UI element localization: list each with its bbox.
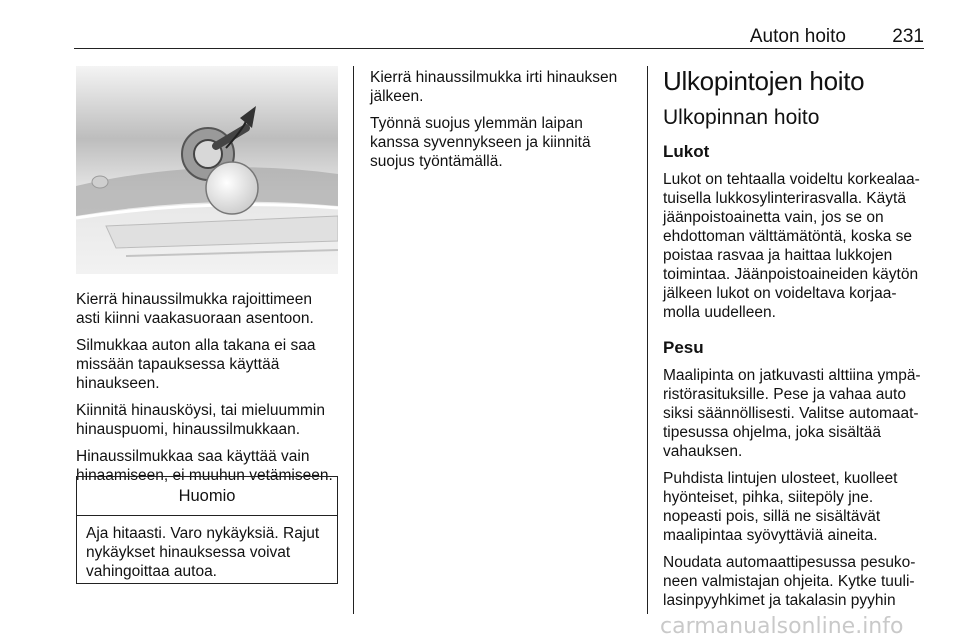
paragraph: Puhdista lintujen ulosteet, kuolleet hyönteiset, pihka, siitepöly jne. nopeasti pois, sillä ne sisältävät maalipintaa syövyttäviä aineita. [663,470,898,544]
notice-box [76,476,338,584]
paragraph: Hinaussilmukkaa saa käyttää vain hinaamiseen, ei muuhun vetämiseen. [76,448,333,484]
paragraph: Kierrä hinaussilmukka irti hinauksen jälkeen. [370,69,618,105]
notice-heading: Huomio [77,477,337,516]
paragraph: Työnnä suojus ylemmän laipan kanssa syvennykseen ja kiinnitä suojus työntämällä. [370,115,591,170]
paragraph: Silmukkaa auton alla takana ei saa missään tapauksessa käyttää hinaukseen. [76,337,316,392]
notice-body: Aja hitaasti. Varo nykäyksiä. Rajut nykäykset hinauksessa voivat vahingoittaa autoa. [86,525,320,580]
tow-eye-illustration [76,66,338,274]
subsection-heading: Pesu [663,338,704,357]
section-title: Auton hoito [749,26,846,47]
paragraph: Kierrä hinaussilmukka rajoittimeen asti kiinni vaakasuoraan asentoon. [76,291,314,327]
chapter-heading: Ulkopintojen hoito [663,66,865,96]
page-number: 231 [892,26,924,47]
middle-column [370,68,642,179]
watermark: carmanualsonline.info [660,614,904,639]
page-header [74,26,924,49]
column-divider [647,66,648,614]
paragraph: Noudata automaattipesussa pesuko- neen valmistajan ohjeita. Kytke tuuli- lasinpyyhkimet ja takalasin pyyhin [663,554,916,609]
paragraph: Maalipinta on jatkuvasti alttiina ympä- ristörasituksille. Pese ja vahaa auto siksi säännöllisesti. Valitse automaat- tipesussa ohjelma, joka sisältää vahauksen. [663,367,921,460]
paragraph: Lukot on tehtaalla voideltu korkealaa- tuisella lukkosylinterirasvalla. Käytä jäänpoistoainetta vain, jos se on ehdottoman välttämätöntä, koska se poistaa rasvaa ja haittaa lukkojen toimintaa. Jäänpoistoaineiden käytön jälkeen lukot on voideltava korjaa- molla uudelleen. [663,171,920,321]
right-column [663,66,933,618]
column-divider [353,66,354,614]
paragraph: Kiinnitä hinausköysi, tai mieluummin hinauspuomi, hinaussilmukkaan. [76,402,325,438]
left-column [76,290,344,493]
section-heading: Ulkopinnan hoito [663,106,820,129]
tow-eye-drawing [76,66,338,274]
subsection-heading: Lukot [663,142,710,161]
